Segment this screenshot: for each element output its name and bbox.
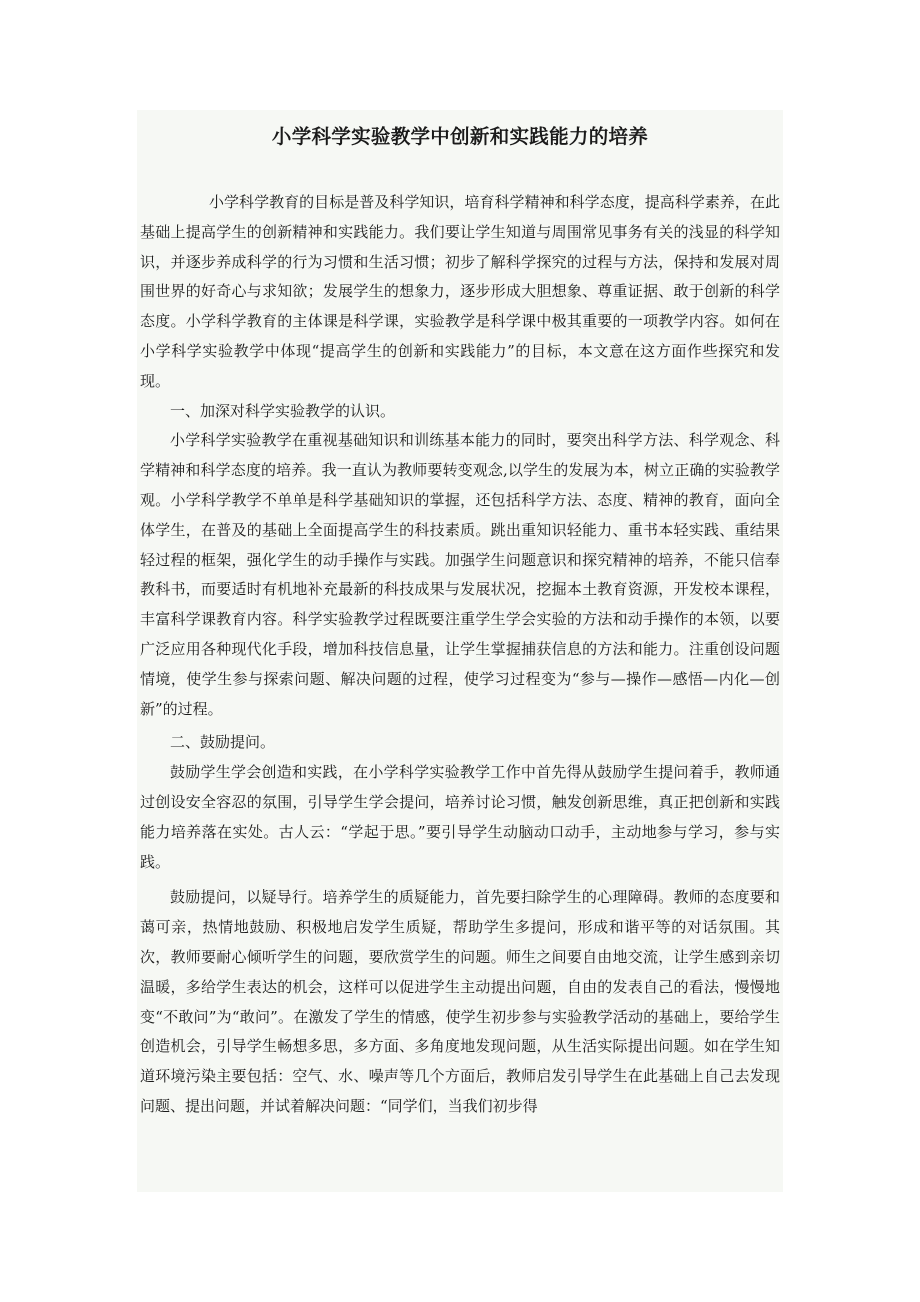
- paragraph-section-2-b: 鼓励提问，以疑导行。培养学生的质疑能力，首先要扫除学生的心理障碍。教师的态度要和蔼可亲，热情地鼓励、积极地启发学生质疑，帮助学生多提问，形成和谐平等的对话氛围。其次，教师要耐心倾听学生的问题，要欣赏学生的问题。师生之间要自由地交流，让学生感到亲切温暖，多给学生表达的机会，这样可以促进学生主动提出问题，自由的发表自己的看法，慢慢地变“不敢问”为“敢问”。在激发了学生的情感，使学生初步参与实验教学活动的基础上，要给学生创造机会，引导学生畅想多思，多方面、多角度地发现问题，从生活实际提出问题。如在学生知道环境污染主要包括：空气、水、噪声等几个方面后，教师启发引导学生在此基础上自己去发现问题、提出问题，并试着解决问题：“同学们，当我们初步得: [140, 888, 780, 1115]
- document-content: [137, 188, 783, 1122]
- paragraph-section-2-a: 鼓励学生学会创造和实践，在小学科学实验教学工作中首先得从鼓励学生提问着手，教师通过创设安全容忍的氛围，引导学生学会提问，培养讨论习惯，触发创新思维，真正把创新和实践能力培养落在实处。古人云：“学起于思。”要引导学生动脑动口动手，主动地参与学习，参与实践。: [140, 763, 780, 871]
- section-heading-1: 一、加深对科学实验教学的认识。: [170, 401, 396, 420]
- section-heading-2: 二、鼓励提问。: [170, 733, 276, 752]
- paragraph-section-1: 小学科学实验教学在重视基础知识和训练基本能力的同时，要突出科学方法、科学观念、科学精神和科学态度的培养。我一直认为教师要转变观念,以学生的发展为本，树立正确的实验教学观。小学科学教学不单单是科学基础知识的掌握，还包括科学方法、态度、精神的教育，面向全体学生，在普及的基础上全面提高学生的科技素质。跳出重知识轻能力、重书本轻实践、重结果轻过程的框架，强化学生的动手操作与实践。加强学生问题意识和探究精神的培养，不能只信奉教科书，而要适时有机地补充最新的科技成果与发展状况，挖掘本土教育资源，开发校本课程，丰富科学课教育内容。科学实验教学过程既要注重学生学会实验的方法和动手操作的本领，以要广泛应用各种现代化手段，增加科技信息量，让学生掌握捕获信息的方法和能力。注重创设问题情境，使学生参与探索问题、解决问题的过程，使学习过程变为“参与—操作—感悟—内化—创新”的过程。: [140, 431, 780, 718]
- paragraph-intro: 小学科学教育的目标是普及科学知识，培育科学精神和科学态度，提高科学素养，在此基础上提高学生的创新精神和实践能力。我们要让学生知道与周围常见事务有关的浅显的科学知识，并逐步养成科学的行为习惯和生活习惯；初步了解科学探究的过程与方法，保持和发展对周围世界的好奇心与求知欲；发展学生的想象力，逐步形成大胆想象、尊重证据、敢于创新的科学态度。小学科学教育的主体课是科学课，实验教学是科学课中极其重要的一项教学内容。如何在小学科学实验教学中体现“提高学生的创新和实践能力”的目标，本文意在这方面作些探究和发现。: [140, 193, 780, 390]
- document-title: 小学科学实验教学中创新和实践能力的培养: [271, 125, 649, 148]
- document-page: [137, 110, 783, 1192]
